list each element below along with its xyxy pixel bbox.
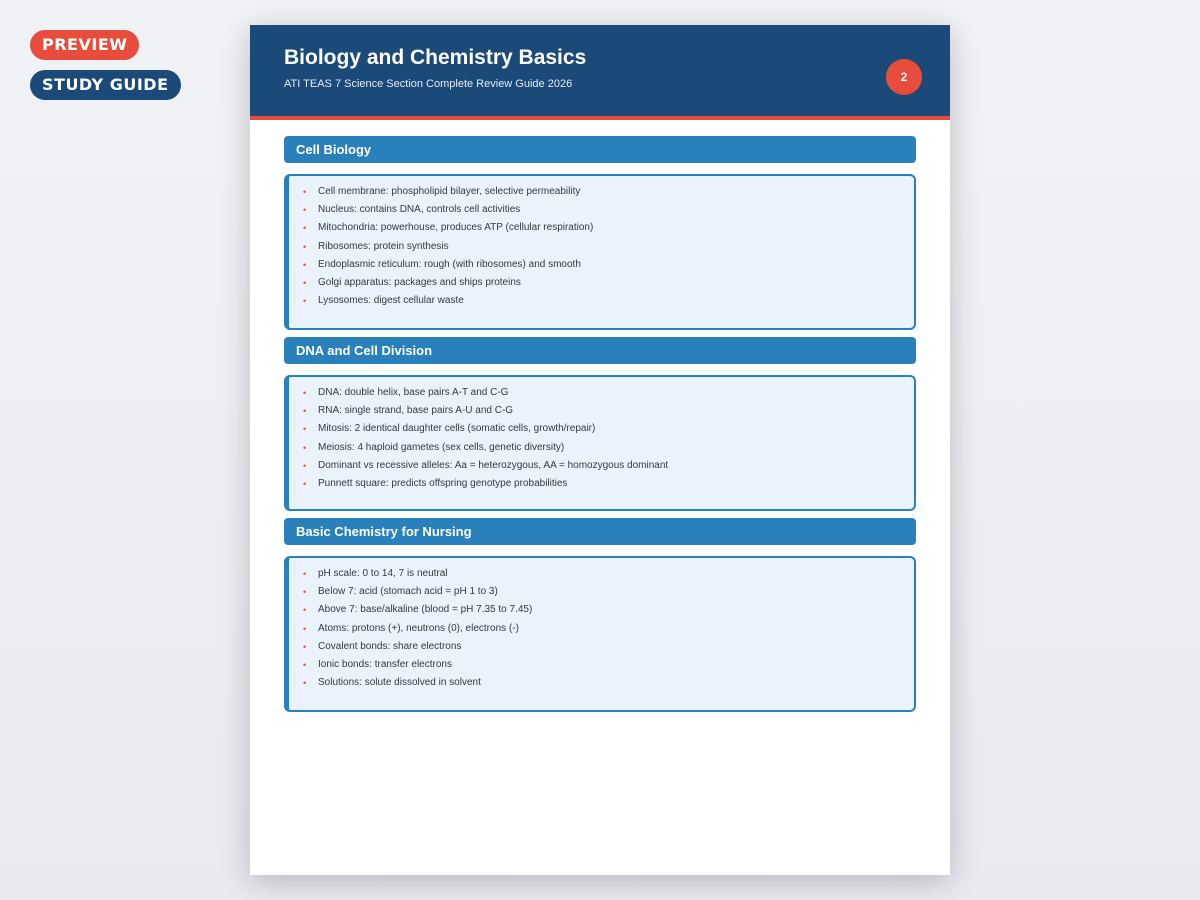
bullet-icon: • — [303, 424, 307, 435]
list-item — [299, 583, 902, 601]
list-item — [299, 439, 902, 457]
bullet-icon: • — [303, 605, 307, 616]
list-item-text: Atoms: protons (+), neutrons (0), electrons (-) — [318, 622, 519, 634]
bullet-icon: • — [303, 223, 307, 234]
list-item-text: Solutions: solute dissolved in solvent — [318, 677, 481, 689]
bullet-icon: • — [303, 641, 307, 652]
list-item — [299, 292, 902, 310]
section-cell-biology — [284, 136, 916, 330]
list-item-text: Mitosis: 2 identical daughter cells (somatic cells, growth/repair) — [318, 423, 596, 435]
list-item — [299, 219, 902, 237]
bullet-icon: • — [303, 388, 307, 398]
list-item — [299, 674, 902, 692]
section-dna-cell-division — [284, 337, 916, 511]
section-header: Basic Chemistry for Nursing — [284, 518, 916, 545]
list-item — [299, 402, 902, 420]
section-header: Cell Biology — [284, 136, 916, 163]
list-item-text: Below 7: acid (stomach acid = pH 1 to 3) — [318, 586, 498, 598]
bullet-list — [299, 384, 902, 493]
page-number-badge: 2 — [886, 59, 922, 95]
list-item — [299, 274, 902, 292]
bullet-icon: • — [303, 478, 307, 489]
bullet-icon: • — [303, 460, 307, 471]
list-item — [299, 620, 902, 638]
page-subtitle: ATI TEAS 7 Science Section Complete Review Guide 2026 — [284, 78, 573, 90]
page-header — [250, 25, 950, 120]
list-item — [299, 457, 902, 475]
list-item-text: Ribosomes: protein synthesis — [318, 240, 449, 252]
list-item-text: DNA: double helix, base pairs A-T and C-G — [318, 387, 509, 398]
bullet-icon: • — [303, 187, 307, 197]
list-item-text: Cell membrane: phospholipid bilayer, selective permeability — [318, 186, 581, 197]
list-item-text: Meiosis: 4 haploid gametes (sex cells, genetic diversity) — [318, 441, 565, 453]
list-item-text: pH scale: 0 to 14, 7 is neutral — [318, 568, 448, 579]
bullet-icon: • — [303, 659, 307, 670]
document-page — [250, 25, 950, 875]
list-item-text: Lysosomes: digest cellular waste — [318, 295, 464, 307]
list-item — [299, 384, 902, 402]
bullet-icon: • — [303, 442, 307, 453]
list-item-text: Golgi apparatus: packages and ships proteins — [318, 276, 521, 288]
bullet-icon: • — [303, 205, 307, 216]
list-item-text: Nucleus: contains DNA, controls cell activities — [318, 204, 521, 216]
list-item-text: Covalent bonds: share electrons — [318, 640, 462, 652]
list-item — [299, 420, 902, 438]
section-header: DNA and Cell Division — [284, 337, 916, 364]
list-item — [299, 638, 902, 656]
bullet-icon: • — [303, 623, 307, 634]
page-title: Biology and Chemistry Basics — [284, 46, 587, 69]
section-body — [284, 375, 916, 511]
list-item-text: Dominant vs recessive alleles: Aa = heterozygous, AA = homozygous dominant — [318, 459, 669, 471]
list-item-text: Ionic bonds: transfer electrons — [318, 658, 452, 670]
list-item — [299, 656, 902, 674]
bullet-icon: • — [303, 259, 307, 270]
list-item-text: Punnett square: predicts offspring genotype probabilities — [318, 477, 568, 489]
list-item — [299, 565, 902, 583]
bullet-icon: • — [303, 296, 307, 307]
sections-container — [284, 136, 916, 719]
bullet-icon: • — [303, 569, 307, 579]
bullet-icon: • — [303, 241, 307, 252]
preview-badge: PREVIEW — [30, 30, 139, 60]
list-item-text: Above 7: base/alkaline (blood = pH 7.35 to 7.45) — [318, 604, 533, 616]
bullet-list — [299, 183, 902, 310]
list-item — [299, 183, 902, 201]
list-item — [299, 601, 902, 619]
section-body — [284, 174, 916, 330]
section-body — [284, 556, 916, 712]
list-item-text: Mitochondria: powerhouse, produces ATP (cellular respiration) — [318, 222, 594, 234]
list-item — [299, 475, 902, 493]
section-basic-chemistry — [284, 518, 916, 712]
list-item — [299, 256, 902, 274]
bullet-icon: • — [303, 406, 307, 417]
bullet-icon: • — [303, 587, 307, 598]
study-guide-badge: STUDY GUIDE — [30, 70, 181, 100]
bullet-icon: • — [303, 678, 307, 689]
bullet-icon: • — [303, 277, 307, 288]
list-item — [299, 201, 902, 219]
list-item-text: RNA: single strand, base pairs A-U and C-G — [318, 405, 514, 417]
list-item-text: Endoplasmic reticulum: rough (with ribosomes) and smooth — [318, 258, 581, 270]
list-item — [299, 238, 902, 256]
bullet-list — [299, 565, 902, 692]
